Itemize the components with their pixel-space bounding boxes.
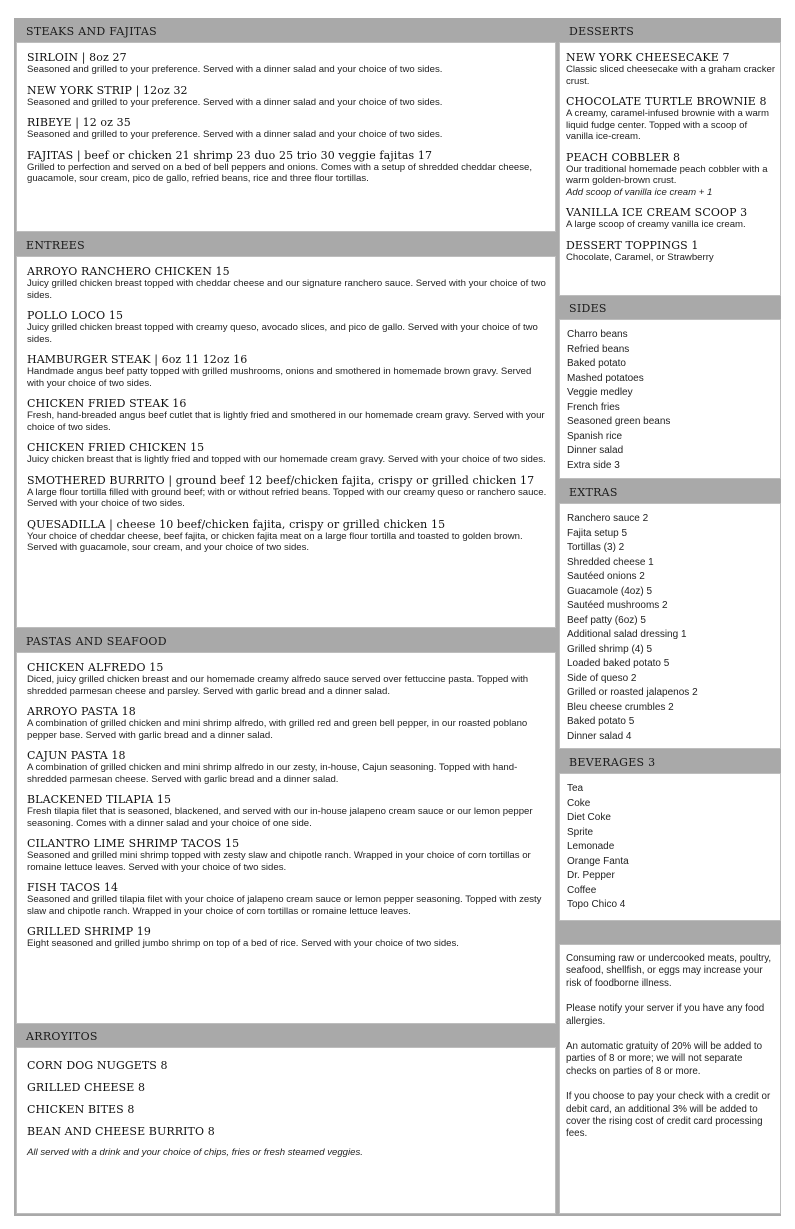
beverage-item: Dr. Pepper <box>567 870 615 881</box>
item-desc: Seasoned and grilled to your preference. Served with a dinner salad and your choice of two sides. <box>27 129 443 140</box>
beverage-item: Orange Fanta <box>567 855 629 867</box>
menu-item <box>27 925 547 950</box>
item-desc: A large scoop of creamy vanilla ice cream. <box>566 219 746 230</box>
item-title: BLACKENED TILAPIA 15 <box>27 793 172 806</box>
kid-item: CORN DOG NUGGETS 8 <box>27 1059 168 1072</box>
extra-item: Sautéed onions 2 <box>567 571 645 582</box>
item-title: RIBEYE | 12 oz 35 <box>27 116 131 129</box>
arroyitos-list <box>17 1048 555 1158</box>
item-desc: A creamy, caramel-infused brownie with a warm liquid fudge center. Topped with a scoop of vanilla ice-cream. <box>566 108 769 142</box>
item-desc: A large flour tortilla filled with ground beef; with or without refried beans. Topped with our creamy queso or ranchero sauce. Served with your choice of two sides. <box>27 486 547 509</box>
menu-item <box>27 309 547 345</box>
dessert-item <box>566 51 776 87</box>
menu-item <box>27 518 547 554</box>
item-title: ARROYO RANCHERO CHICKEN 15 <box>27 265 230 278</box>
entrees-header: ENTREES <box>16 234 556 256</box>
menu-item <box>27 149 547 185</box>
beverages-section <box>559 773 781 921</box>
item-desc: Classic sliced cheesecake with a graham cracker crust. <box>566 64 776 87</box>
extra-item: Bleu cheese crumbles 2 <box>567 701 674 713</box>
menu-item <box>27 749 547 785</box>
notice-section <box>559 944 781 1214</box>
dessert-item <box>566 95 776 143</box>
item-title: DESSERT TOPPINGS 1 <box>566 238 699 252</box>
menu-item <box>27 441 547 466</box>
extra-item: Grilled or roasted jalapenos 2 <box>567 687 698 698</box>
item-title: CHICKEN ALFREDO 15 <box>27 661 164 674</box>
menu-item <box>27 793 547 829</box>
extra-item: Side of queso 2 <box>567 672 637 684</box>
item-desc: Juicy grilled chicken breast topped with cheddar cheese and our signature ranchero sauce. Served with your choice of two sides. <box>27 278 546 301</box>
extra-item: Shredded cheese 1 <box>567 556 654 568</box>
arroyitos-section <box>16 1047 556 1214</box>
side-item: Spanish rice <box>567 430 623 442</box>
side-item: Dinner salad <box>567 445 624 456</box>
item-title: PEACH COBBLER 8 <box>566 150 681 164</box>
notice-header <box>559 923 781 945</box>
item-desc: Fresh tilapia filet that is seasoned, blackened, and served with our in-house jalapeno cream sauce or our lemon pepper seasoning. Comes with a dinner salad and your choice of one side. <box>27 806 533 829</box>
item-desc: Seasoned and grilled to your preference. Served with a dinner salad and your choice of two sides. <box>27 64 443 75</box>
side-item: Charro beans <box>567 329 628 340</box>
item-desc: Handmade angus beef patty topped with grilled mushrooms, onions and smothered in homemade brown gravy. Served with your choice of two sides. <box>27 366 532 389</box>
notice-paragraph: Consuming raw or undercooked meats, poultry, seafood, shellfish, or eggs may increase your risk of foodborne illness. <box>566 953 772 989</box>
item-title: CILANTRO LIME SHRIMP TACOS 15 <box>27 837 240 850</box>
side-item: Baked potato <box>567 358 626 369</box>
item-addon: Add scoop of vanilla ice cream + 1 <box>566 186 713 198</box>
menu-item <box>27 661 547 697</box>
arroyitos-note: All served with a drink and your choice of chips, fries or fresh steamed veggies. <box>27 1147 363 1158</box>
beverage-item: Lemonade <box>567 841 615 852</box>
side-item: French fries <box>567 401 620 413</box>
dessert-item <box>566 151 776 199</box>
beverage-item: Coffee <box>567 884 597 896</box>
item-desc: Seasoned and grilled mini shrimp topped with zesty slaw and chipotle ranch. Wrapped in your choice of corn tortillas or romaine lettuce leaves. Served with your choice of two sides. <box>27 850 531 873</box>
menu-item <box>27 837 547 873</box>
sides-header: SIDES <box>559 297 781 319</box>
item-title: SIRLOIN | 8oz 27 <box>27 51 127 64</box>
beverage-item: Tea <box>567 783 584 794</box>
item-title: CHOCOLATE TURTLE BROWNIE 8 <box>566 95 767 108</box>
extra-item: Baked potato 5 <box>567 716 635 727</box>
item-desc: Juicy grilled chicken breast topped with creamy queso, avocado slices, and pico de gallo. Served with your choice of two sides. <box>27 322 538 345</box>
entrees-section <box>16 256 556 628</box>
item-title: QUESADILLA | cheese 10 beef/chicken fajita, crispy or grilled chicken 15 <box>27 517 446 531</box>
extra-item: Tortillas (3) 2 <box>567 542 625 553</box>
extra-item: Fajita setup 5 <box>567 527 628 539</box>
item-title: FISH TACOS 14 <box>27 881 119 894</box>
item-title: CAJUN PASTA 18 <box>27 749 126 762</box>
notice-paragraph: If you choose to pay your check with a credit or debit card, an additional 3% will be added to cover the rising cost of credit card processing fees. <box>566 1091 771 1140</box>
item-desc: Your choice of cheddar cheese, beef fajita, or chicken fajita meat on a large flour tortilla and toasted to golden brown. Served with guacamole, sour cream, and your choice of two sides. <box>27 530 523 553</box>
dessert-item <box>566 206 776 231</box>
extra-item: Loaded baked potato 5 <box>567 658 670 669</box>
sides-section <box>559 319 781 479</box>
extras-section <box>559 503 781 749</box>
item-desc: Seasoned and grilled to your preference. Served with a dinner salad and your choice of two sides. <box>27 96 443 108</box>
item-desc: A combination of grilled chicken and mini shrimp alfredo, with grilled red and green bell pepper, in our roasted poblano pepper base. Served with garlic bread and a dinner salad. <box>27 718 528 741</box>
item-desc: Eight seasoned and grilled jumbo shrimp on top of a bed of rice. Served with your choice of two sides. <box>27 938 459 949</box>
menu-item <box>27 397 547 433</box>
extra-item: Guacamole (4oz) 5 <box>567 585 653 597</box>
menu-item <box>27 881 547 917</box>
beverage-item: Coke <box>567 797 591 809</box>
item-desc: Juicy chicken breast that is lightly fried and topped with our homemade cream gravy. Served with your choice of two sides. <box>27 454 546 465</box>
extra-item: Grilled shrimp (4) 5 <box>567 643 653 655</box>
beverages-header: BEVERAGES 3 <box>559 751 781 773</box>
menu-item <box>27 353 547 389</box>
item-title: FAJITAS | beef or chicken 21 shrimp 23 duo 25 trio 30 veggie fajitas 17 <box>27 148 433 162</box>
extras-list <box>560 504 780 744</box>
extra-item: Beef patty (6oz) 5 <box>567 614 646 626</box>
steaks-list <box>17 43 555 185</box>
item-title: GRILLED SHRIMP 19 <box>27 925 151 938</box>
pastas-list <box>17 653 555 950</box>
item-title: SMOTHERED BURRITO | ground beef 12 beef/chicken fajita, crispy or grilled chicken 17 <box>27 473 535 487</box>
item-title: NEW YORK STRIP | 12oz 32 <box>27 83 188 97</box>
kid-item: BEAN AND CHEESE BURRITO 8 <box>27 1125 215 1138</box>
notice-paragraph: Please notify your server if you have any food allergies. <box>566 1003 765 1027</box>
menu-item <box>27 116 547 141</box>
extras-header: EXTRAS <box>559 481 781 503</box>
desserts-section <box>559 42 781 296</box>
menu-item <box>27 474 547 510</box>
item-desc: A combination of grilled chicken and mini shrimp alfredo in our zesty, in-house, Cajun seasoning. Topped with hand-shredded parmesan cheese. Served with garlic bread and a dinner salad. <box>27 762 518 785</box>
pastas-section <box>16 652 556 1024</box>
kid-item: CHICKEN BITES 8 <box>27 1103 135 1116</box>
item-desc: Seasoned and grilled tilapia filet with your choice of jalapeno cream sauce or lemon pepper seasoning. Topped with zesty slaw and chipotle ranch. Wrapped in your choice of corn tortillas or romaine lettuce leaves. <box>27 894 542 917</box>
beverage-item: Topo Chico 4 <box>567 899 626 910</box>
item-desc: Chocolate, Caramel, or Strawberry <box>566 251 714 263</box>
menu-item <box>27 84 547 109</box>
extra-item: Sautéed mushrooms 2 <box>567 600 668 611</box>
item-desc: Fresh, hand-breaded angus beef cutlet that is lightly fried and smothered in our homemade cream gravy. Served with your choice of two sides. <box>27 410 545 433</box>
extra-item: Additional salad dressing 1 <box>567 629 687 640</box>
notice-paragraph: An automatic gratuity of 20% will be added to parties of 8 or more; we will not separate checks on parties of 8 or more. <box>566 1041 763 1077</box>
item-title: CHICKEN FRIED CHICKEN 15 <box>27 441 205 454</box>
extra-item: Dinner salad 4 <box>567 730 632 742</box>
desserts-list <box>560 43 780 263</box>
item-title: POLLO LOCO 15 <box>27 309 124 322</box>
side-item: Veggie medley <box>567 387 633 398</box>
desserts-header: DESSERTS <box>559 20 781 42</box>
item-title: ARROYO PASTA 18 <box>27 705 136 718</box>
item-desc: Diced, juicy grilled chicken breast and our homemade creamy alfredo sauce served over fettuccine pasta. Topped with shredded parmesan cheese and parsley. Served with garlic bread and a dinner salad. <box>27 674 529 697</box>
side-item: Extra side 3 <box>567 459 620 471</box>
item-desc: Our traditional homemade peach cobbler with a warm golden-brown crust. <box>566 163 768 186</box>
item-title: VANILLA ICE CREAM SCOOP 3 <box>566 206 748 219</box>
menu-item <box>27 51 547 76</box>
steaks-section <box>16 42 556 232</box>
beverage-item: Diet Coke <box>567 812 611 823</box>
beverage-item: Sprite <box>567 826 594 838</box>
dessert-item <box>566 239 776 264</box>
menu-item <box>27 265 547 301</box>
item-title: NEW YORK CHEESECAKE 7 <box>566 51 730 64</box>
beverages-list <box>560 774 780 913</box>
kid-item: GRILLED CHEESE 8 <box>27 1081 146 1094</box>
extra-item: Ranchero sauce 2 <box>567 513 649 524</box>
side-item: Refried beans <box>567 343 630 355</box>
item-title: CHICKEN FRIED STEAK 16 <box>27 397 187 410</box>
menu-item <box>27 705 547 741</box>
pastas-header: PASTAS AND SEAFOOD <box>16 630 556 652</box>
item-title: HAMBURGER STEAK | 6oz 11 12oz 16 <box>27 353 248 366</box>
side-item: Mashed potatoes <box>567 372 644 384</box>
notice-text <box>560 945 780 1141</box>
item-desc: Grilled to perfection and served on a bed of bell peppers and onions. Comes with a setup of shredded cheddar cheese, guacamole, sour cream, pico de gallo, refried beans, rice and three flour tortillas. <box>27 161 533 184</box>
arroyitos-header: ARROYITOS <box>16 1025 556 1047</box>
side-item: Seasoned green beans <box>567 416 671 427</box>
entrees-list <box>17 257 555 554</box>
steaks-header: STEAKS AND FAJITAS <box>16 20 556 42</box>
sides-list <box>560 320 780 473</box>
